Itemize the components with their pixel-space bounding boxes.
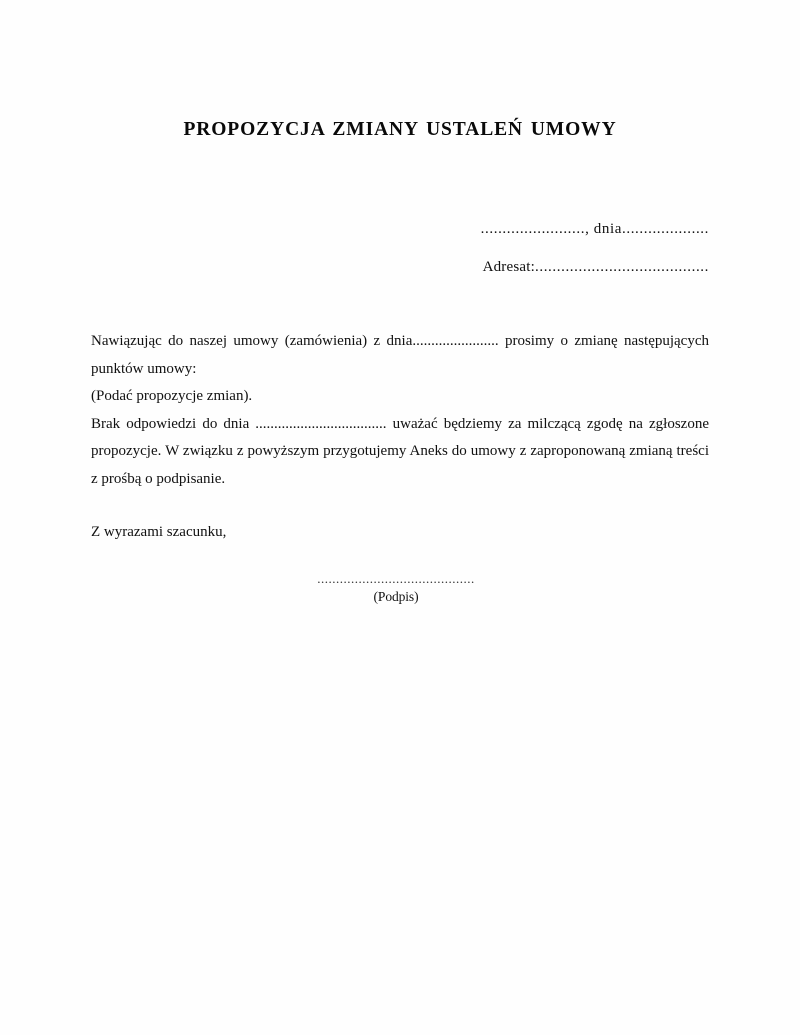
page-title: PROPOZYCJA ZMIANY USTALEŃ UMOWY (183, 119, 617, 141)
addressee-line (91, 248, 709, 286)
body-paragraph-3: Brak odpowiedzi do dnia ................................... uważać będziemy za milczącą zgodę na zgłoszone propozycje. W związku z powyższym przygotujemy Aneks do umowy z zaproponowaną zmianą treści z prośbą o podpisanie. (91, 415, 709, 487)
letter-body (91, 328, 709, 494)
addressee-dots: ........................................ (535, 259, 709, 275)
place-date-line: ........................, dnia.................... (480, 221, 709, 237)
signature-block (236, 572, 556, 605)
body-paragraph-2: (Podać propozycje zmian). (91, 388, 253, 405)
signature-caption: (Podpis) (373, 589, 419, 604)
body-paragraph-1: Nawiązując do naszej umowy (zamówienia) z dnia....................... prosimy o zmianę następujących punktów umowy: (91, 333, 709, 377)
addressee-label: Adresat: (482, 259, 535, 275)
date-addressee-block (91, 210, 709, 286)
signature-line: .......................................... (317, 571, 475, 586)
closing-salutation: Z wyrazami szacunku, (91, 524, 227, 540)
